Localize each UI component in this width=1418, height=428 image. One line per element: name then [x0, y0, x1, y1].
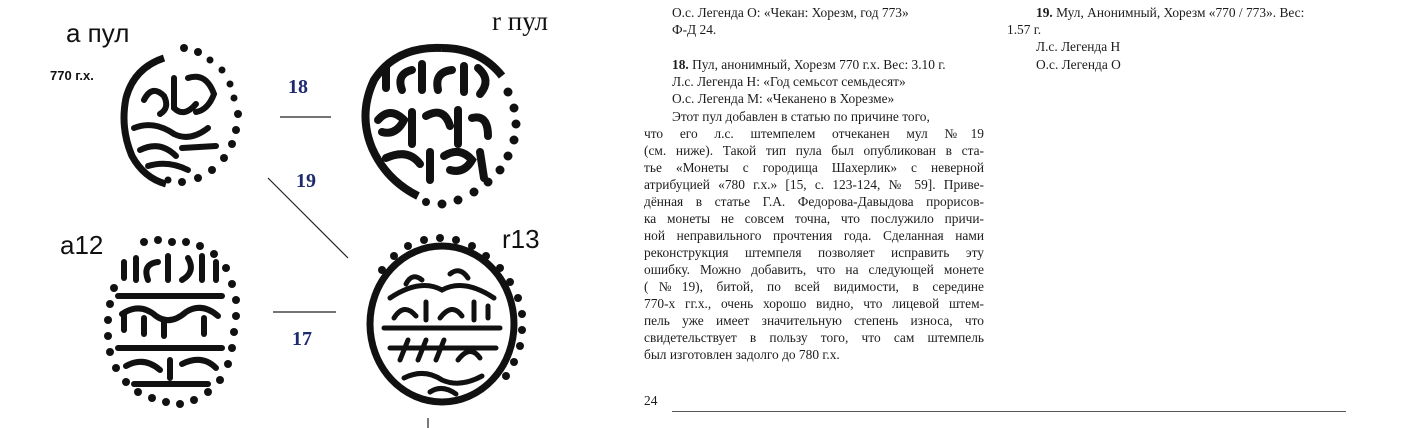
- top-line: О.с. Легенда О: «Чекан: Хорезм, год 773»: [672, 5, 909, 20]
- footer-rule: [672, 411, 1346, 412]
- number-17: 17: [292, 328, 312, 350]
- paragraph-line-2: что его л.с. штемпелем отчеканен мул №19: [644, 126, 984, 141]
- label-r13: r13: [502, 224, 540, 254]
- paragraph-line-15: был изготовлен задолго до 780 г.х.: [644, 347, 840, 362]
- paragraph-line-13: пель уже имеет значительную степень износа, что: [644, 313, 984, 328]
- number-18: 18: [288, 76, 308, 98]
- paragraph-line-4: тье «Монеты с городища Шахерлик» с неверной: [644, 160, 984, 175]
- item-19-reverse: О.с. Легенда О: [1036, 57, 1121, 72]
- paragraph-line-6: дённая в статье Г.А. Федорова-Давыдова прорисов-: [644, 194, 984, 209]
- item-19-weight: 1.57 г.: [1007, 22, 1042, 37]
- label-a-pul: а пул: [66, 18, 130, 48]
- paragraph-line-11: (№19), битой, по всей видимости, в середине: [644, 279, 984, 294]
- item-19-title: Мул, Анонимный, Хорезм «770 / 773». Вес:: [1056, 5, 1305, 20]
- number-19: 19: [296, 170, 316, 192]
- paragraph-line-9: реконструкция штемпеля позволяет исправить эту: [644, 245, 984, 260]
- coin-a12-drawing: [104, 234, 244, 414]
- item-18-obverse: Л.с. Легенда Н: «Год семьсот семьдесят»: [672, 74, 906, 89]
- coin-r-pul-drawing: [356, 40, 526, 210]
- page-number: 24: [644, 393, 658, 408]
- paragraph-line-3: (см. ниже). Такой тип пула был опубликован в ста-: [644, 143, 984, 158]
- label-year: 770 г.х.: [50, 68, 94, 83]
- paragraph-line-5: атрибуцией «780 г.х.» [15, с. 123-124, № 59]. Приве-: [644, 177, 984, 192]
- paragraph-line-1: Этот пул добавлен в статью по причине того,: [672, 109, 930, 124]
- coin-a-pul-drawing: [104, 38, 264, 198]
- item-18-number: 18.: [672, 57, 689, 72]
- paragraph-line-12: 770-х гг.х., очень хорошо видно, что лицевой штем-: [644, 296, 984, 311]
- item-19-heading: [1036, 4, 1304, 21]
- paragraph-line-14: свидетельствует в пользу того, что сам штемпель: [644, 330, 984, 345]
- line-19: [268, 178, 348, 258]
- paragraph-line-7: ка монеты не совсем точна, что послужило причи-: [644, 211, 984, 226]
- item-18-title: Пул, анонимный, Хорезм 770 г.х. Вес: 3.10 г.: [692, 57, 946, 72]
- item-19-number: 19.: [1036, 5, 1053, 20]
- connector-lines: [0, 0, 630, 428]
- coin-r13-drawing: [360, 228, 530, 413]
- label-r-pul: r пул: [492, 6, 548, 36]
- paragraph-line-10: ошибку. Можно добавить, что на следующей монете: [644, 262, 984, 277]
- paragraph-line-8: ной неправильного прочтения года. Сделанная нами: [644, 228, 984, 243]
- item-19-obverse: Л.с. Легенда Н: [1036, 39, 1121, 54]
- item-18-heading: [672, 56, 946, 73]
- label-a12: а12: [60, 230, 104, 260]
- item-18-reverse: О.с. Легенда М: «Чеканено в Хорезме»: [672, 91, 895, 106]
- fd-reference: Ф-Д 24.: [672, 22, 717, 37]
